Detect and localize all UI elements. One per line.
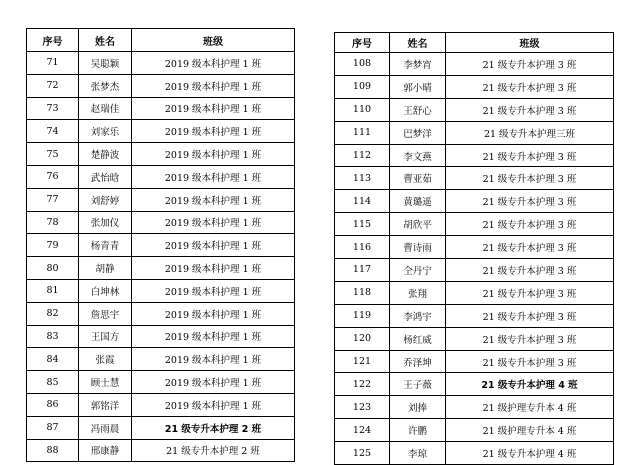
class-cell: 21 级专升本护理 3 班 (446, 281, 614, 304)
roster-table-left (26, 28, 295, 462)
class-cell: 2019 级本科护理 1 班 (132, 257, 295, 280)
name-cell: 王子薇 (390, 373, 446, 396)
name-cell: 张加仪 (79, 211, 132, 234)
table-row (27, 97, 295, 120)
name-cell: 楚静波 (79, 143, 132, 166)
name-cell: 李琼 (390, 442, 446, 465)
header-name: 姓名 (390, 33, 446, 53)
serial-cell: 82 (27, 302, 79, 325)
table-row (27, 279, 295, 302)
table-row (27, 302, 295, 325)
name-cell: 杨红威 (390, 327, 446, 350)
serial-cell: 83 (27, 325, 79, 348)
table-header-row (335, 33, 614, 53)
serial-cell: 71 (27, 52, 79, 75)
header-class: 班级 (132, 29, 295, 52)
class-cell: 21 级专升本护理 3 班 (446, 304, 614, 327)
class-cell: 2019 级本科护理 1 班 (132, 302, 295, 325)
class-cell: 21 级专升本护理 3 班 (446, 236, 614, 259)
table-row (27, 188, 295, 211)
table-header-row (27, 29, 295, 52)
table-row (335, 98, 614, 121)
name-cell: 胡静 (79, 257, 132, 280)
table-row (335, 396, 614, 419)
table-row (335, 144, 614, 167)
serial-cell: 84 (27, 348, 79, 371)
name-cell: 冯雨晨 (79, 416, 132, 439)
class-cell: 2019 级本科护理 1 班 (132, 74, 295, 97)
class-cell: 21 级专升本护理 3 班 (446, 213, 614, 236)
name-cell: 詹思宇 (79, 302, 132, 325)
table-row (335, 442, 614, 465)
name-cell: 邢康静 (79, 439, 132, 462)
name-cell: 王国方 (79, 325, 132, 348)
name-cell: 仝丹宁 (390, 259, 446, 282)
serial-cell: 108 (335, 53, 390, 76)
class-cell: 2019 级本科护理 1 班 (132, 279, 295, 302)
name-cell: 吴聪颖 (79, 52, 132, 75)
table-row (27, 393, 295, 416)
serial-cell: 109 (335, 75, 390, 98)
class-cell: 21 级专升本护理 3 班 (446, 144, 614, 167)
name-cell: 赵瑞佳 (79, 97, 132, 120)
class-cell: 21 级专升本护理 3 班 (446, 75, 614, 98)
table-row (335, 419, 614, 442)
class-cell: 21 级专升本护理三班 (446, 121, 614, 144)
serial-cell: 75 (27, 143, 79, 166)
name-cell: 黄璐遥 (390, 190, 446, 213)
serial-cell: 88 (27, 439, 79, 462)
serial-cell: 72 (27, 74, 79, 97)
name-cell: 刘捧 (390, 396, 446, 419)
name-cell: 白坤林 (79, 279, 132, 302)
table-row (335, 350, 614, 373)
class-cell: 21 级专升本护理 3 班 (446, 53, 614, 76)
serial-cell: 123 (335, 396, 390, 419)
name-cell: 杨青青 (79, 234, 132, 257)
serial-cell: 120 (335, 327, 390, 350)
table-row (335, 190, 614, 213)
serial-cell: 76 (27, 165, 79, 188)
table-row (27, 257, 295, 280)
name-cell: 刘舒婷 (79, 188, 132, 211)
class-cell: 21 级专升本护理 3 班 (446, 259, 614, 282)
table-row (335, 236, 614, 259)
table-row (27, 120, 295, 143)
header-serial: 序号 (27, 29, 79, 52)
name-cell: 曹诗雨 (390, 236, 446, 259)
serial-cell: 74 (27, 120, 79, 143)
serial-cell: 125 (335, 442, 390, 465)
name-cell: 乔泽坤 (390, 350, 446, 373)
class-cell: 21 级护理专升本 4 班 (446, 419, 614, 442)
class-cell: 21 级护理专升本 4 班 (446, 396, 614, 419)
name-cell: 武怡晗 (79, 165, 132, 188)
class-cell: 2019 级本科护理 1 班 (132, 234, 295, 257)
serial-cell: 80 (27, 257, 79, 280)
table-row (27, 52, 295, 75)
class-cell: 2019 级本科护理 1 班 (132, 371, 295, 394)
serial-cell: 77 (27, 188, 79, 211)
name-cell: 刘家乐 (79, 120, 132, 143)
class-cell: 21 级专升本护理 2 班 (132, 439, 295, 462)
serial-cell: 115 (335, 213, 390, 236)
serial-cell: 114 (335, 190, 390, 213)
table-row (27, 234, 295, 257)
serial-cell: 78 (27, 211, 79, 234)
table-row (335, 373, 614, 396)
class-cell: 2019 级本科护理 1 班 (132, 120, 295, 143)
table-row (335, 259, 614, 282)
serial-cell: 112 (335, 144, 390, 167)
serial-cell: 85 (27, 371, 79, 394)
class-cell: 2019 级本科护理 1 班 (132, 188, 295, 211)
table-row (335, 167, 614, 190)
table-row (27, 325, 295, 348)
class-cell: 21 级专升本护理 4 班 (446, 373, 614, 396)
class-cell: 21 级专升本护理 3 班 (446, 327, 614, 350)
class-cell: 2019 级本科护理 1 班 (132, 325, 295, 348)
name-cell: 郭小晴 (390, 75, 446, 98)
serial-cell: 86 (27, 393, 79, 416)
name-cell: 胡欣平 (390, 213, 446, 236)
class-cell: 21 级专升本护理 4 班 (446, 442, 614, 465)
class-cell: 21 级专升本护理 3 班 (446, 190, 614, 213)
table-row (27, 74, 295, 97)
table-row (335, 121, 614, 144)
name-cell: 张翔 (390, 281, 446, 304)
name-cell: 许鹏 (390, 419, 446, 442)
serial-cell: 116 (335, 236, 390, 259)
class-cell: 2019 级本科护理 1 班 (132, 348, 295, 371)
serial-cell: 81 (27, 279, 79, 302)
table-row (335, 281, 614, 304)
class-cell: 2019 级本科护理 1 班 (132, 393, 295, 416)
header-class: 班级 (446, 33, 614, 53)
serial-cell: 121 (335, 350, 390, 373)
name-cell: 李文燕 (390, 144, 446, 167)
serial-cell: 79 (27, 234, 79, 257)
table-row (27, 371, 295, 394)
table-row (27, 211, 295, 234)
table-row (27, 439, 295, 462)
class-cell: 21 级专升本护理 3 班 (446, 167, 614, 190)
serial-cell: 122 (335, 373, 390, 396)
name-cell: 李梦宵 (390, 53, 446, 76)
name-cell: 郭铭洋 (79, 393, 132, 416)
serial-cell: 111 (335, 121, 390, 144)
name-cell: 王舒心 (390, 98, 446, 121)
table-row (335, 213, 614, 236)
table-row (335, 75, 614, 98)
serial-cell: 124 (335, 419, 390, 442)
class-cell: 2019 级本科护理 1 班 (132, 52, 295, 75)
name-cell: 巴梦洋 (390, 121, 446, 144)
name-cell: 张梦杰 (79, 74, 132, 97)
serial-cell: 110 (335, 98, 390, 121)
name-cell: 曹亚茹 (390, 167, 446, 190)
table-row (335, 327, 614, 350)
class-cell: 21 级专升本护理 2 班 (132, 416, 295, 439)
table-row (27, 348, 295, 371)
serial-cell: 73 (27, 97, 79, 120)
class-cell: 2019 级本科护理 1 班 (132, 143, 295, 166)
name-cell: 顾士慧 (79, 371, 132, 394)
header-serial: 序号 (335, 33, 390, 53)
class-cell: 21 级专升本护理 3 班 (446, 98, 614, 121)
class-cell: 21 级专升本护理 3 班 (446, 350, 614, 373)
header-name: 姓名 (79, 29, 132, 52)
name-cell: 张霞 (79, 348, 132, 371)
table-row (335, 304, 614, 327)
serial-cell: 119 (335, 304, 390, 327)
serial-cell: 113 (335, 167, 390, 190)
class-cell: 2019 级本科护理 1 班 (132, 165, 295, 188)
table-row (27, 165, 295, 188)
table-row (27, 143, 295, 166)
table-row (335, 53, 614, 76)
serial-cell: 117 (335, 259, 390, 282)
serial-cell: 87 (27, 416, 79, 439)
table-row (27, 416, 295, 439)
class-cell: 2019 级本科护理 1 班 (132, 97, 295, 120)
roster-table-right (334, 32, 614, 465)
class-cell: 2019 级本科护理 1 班 (132, 211, 295, 234)
name-cell: 李鸿宇 (390, 304, 446, 327)
serial-cell: 118 (335, 281, 390, 304)
